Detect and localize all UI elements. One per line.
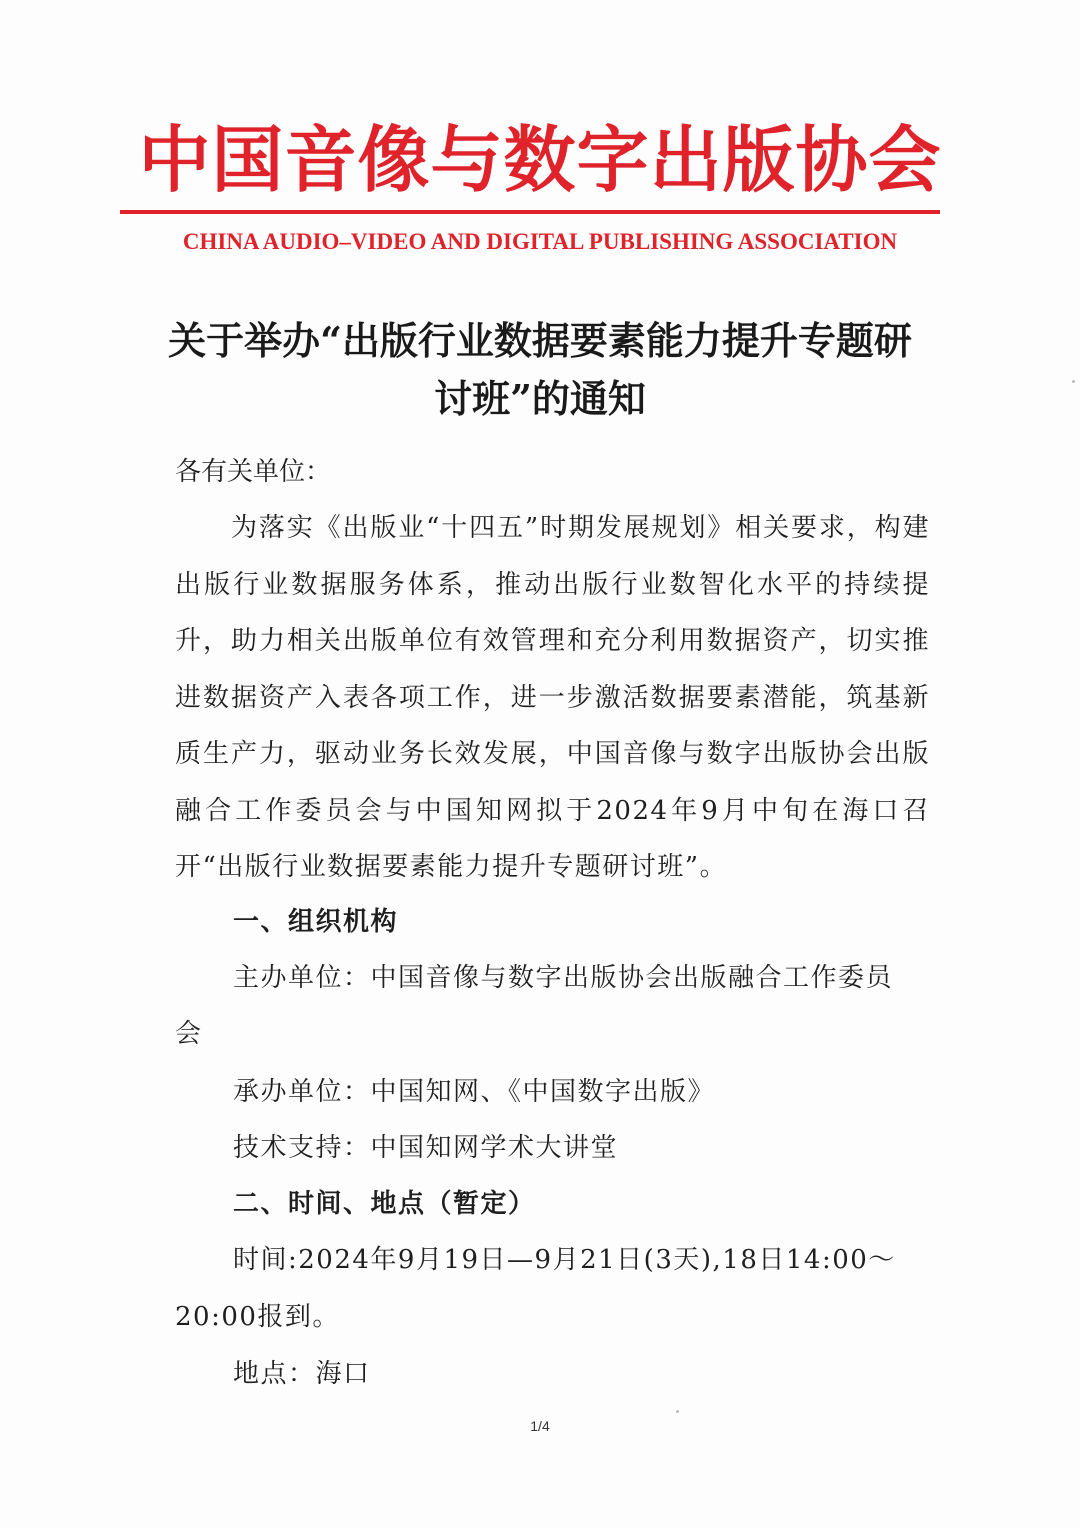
letterhead-org-name: 中国音像与数字出版协会 — [138, 117, 942, 202]
letterhead-divider — [120, 210, 940, 214]
place-line: 地点：海口 — [233, 1359, 371, 1389]
scan-artifact — [676, 1410, 679, 1413]
letterhead-org-name-english: CHINA AUDIO–VIDEO AND DIGITAL PUBLISHING ASSOCIATION — [182, 229, 898, 254]
document-title: 关于举办“出版行业数据要素能力提升专题研讨班”的通知 — [168, 318, 912, 421]
host-unit-line: 主办单位：中国音像与数字出版协会出版融合工作委员 — [233, 963, 894, 993]
time-line: 时间:2024年9月19日—9月21日(3天),18日14:00～ — [233, 1245, 896, 1275]
tech-support-line: 技术支持：中国知网学术大讲堂 — [233, 1133, 619, 1163]
intro-paragraph: 为落实《出版业“十四五”时期发展规划》相关要求，构建出版行业数据服务体系，推动出版行业数智化水平的持续提升，助力相关出版单位有效管理和充分利用数据资产，切实推进数据资产入表各项工作，进一步激活数据要素潜能，筑基新质生产力，驱动业务长效发展，中国音像与数字出版协会出版融合工作委员会与中国知网拟于2024年9月中旬在海口召开“出版行业数据要素能力提升专题研讨班”。 — [175, 513, 930, 882]
scan-artifact — [1072, 380, 1075, 383]
section-heading-time-place: 二、时间、地点（暂定） — [233, 1189, 536, 1219]
page-number: 1/4 — [530, 1418, 550, 1434]
section-heading-organization: 一、组织机构 — [233, 907, 399, 937]
time-line-continued: 20:00报到。 — [175, 1302, 340, 1332]
organizer-line: 承办单位：中国知网、《中国数字出版》 — [233, 1077, 716, 1107]
salutation: 各有关单位： — [175, 457, 332, 487]
host-unit-line-continued: 会 — [175, 1019, 203, 1049]
